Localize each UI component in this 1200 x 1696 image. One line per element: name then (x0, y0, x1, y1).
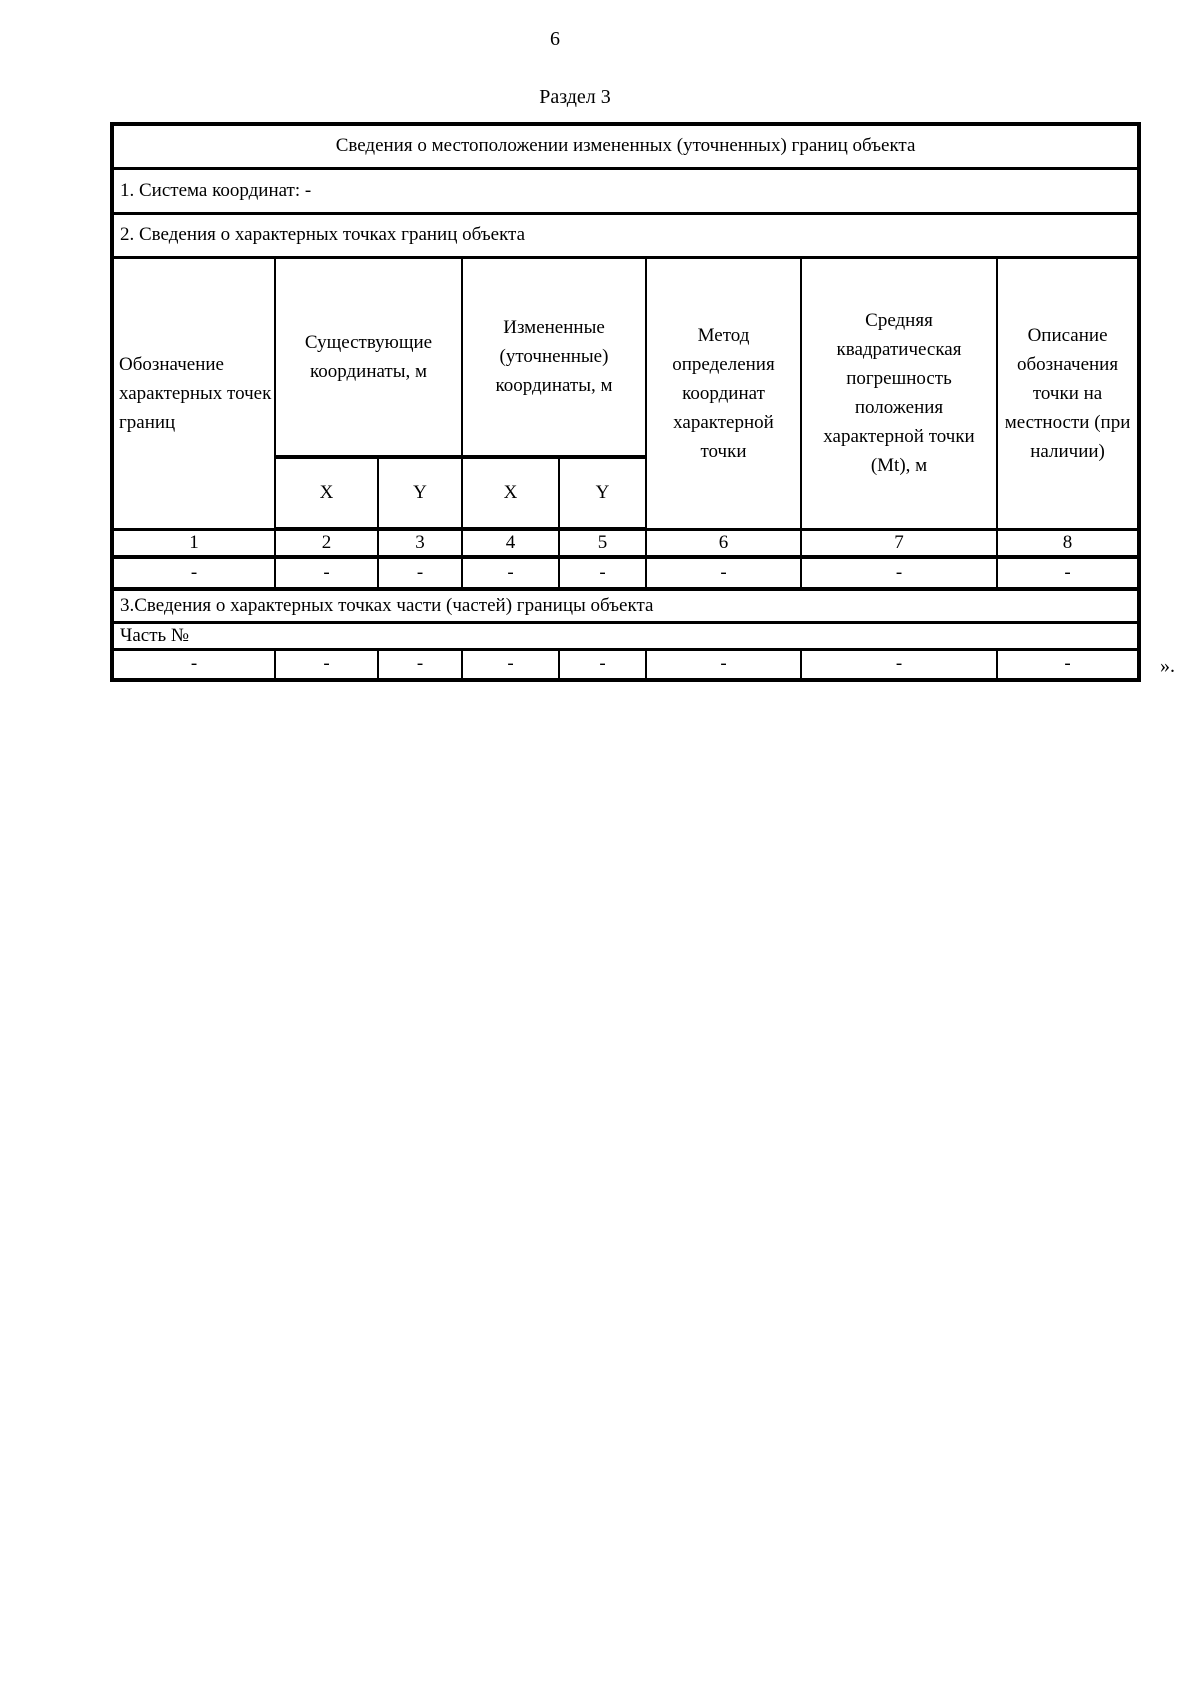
subheader-existing-y: Y (378, 457, 462, 529)
header-determination-method: Метод определения координат характерной точки (646, 257, 801, 529)
section-title: Раздел 3 (539, 86, 611, 108)
column-number-5: 5 (559, 529, 646, 557)
header-mean-square-error: Средняя квадратическая погрешность положения характерной точки (Mt), м (801, 257, 997, 529)
coordinate-system-row: 1. Система координат: - (112, 168, 1139, 213)
column-number-3: 3 (378, 529, 462, 557)
empty-cell: - (378, 557, 462, 589)
empty-cell: - (559, 557, 646, 589)
empty-cell: - (801, 557, 997, 589)
empty-cell: - (112, 557, 275, 589)
part-number-row: Часть № (112, 622, 1139, 649)
table-title-cell: Сведения о местоположении измененных (уточненных) границ объекта (112, 124, 1139, 168)
empty-cell: - (646, 649, 801, 680)
header-point-description: Описание обозначения точки на местности (при наличии) (997, 257, 1139, 529)
empty-cell: - (462, 557, 559, 589)
column-number-7: 7 (801, 529, 997, 557)
empty-cell: - (275, 649, 378, 680)
subheader-changed-x: X (462, 457, 559, 529)
part-info-row: 3.Сведения о характерных точках части (частей) границы объекта (112, 589, 1139, 622)
empty-cell: - (646, 557, 801, 589)
empty-cell: - (997, 649, 1139, 680)
closing-quote-mark: ». (1160, 655, 1175, 677)
page-number: 6 (550, 28, 560, 50)
header-point-designation: Обозначение характерных точек границ (112, 257, 275, 529)
column-number-8: 8 (997, 529, 1139, 557)
subheader-changed-y: Y (559, 457, 646, 529)
column-number-2: 2 (275, 529, 378, 557)
boundary-points-table (110, 122, 1141, 682)
points-info-row: 2. Сведения о характерных точках границ объекта (112, 213, 1139, 257)
empty-cell: - (462, 649, 559, 680)
empty-cell: - (559, 649, 646, 680)
header-changed-coordinates: Измененные (уточненные) координаты, м (462, 257, 646, 457)
empty-cell: - (997, 557, 1139, 589)
table-wrapper (110, 122, 1175, 682)
subheader-existing-x: X (275, 457, 378, 529)
empty-cell: - (112, 649, 275, 680)
empty-cell: - (275, 557, 378, 589)
column-number-6: 6 (646, 529, 801, 557)
empty-cell: - (378, 649, 462, 680)
column-number-4: 4 (462, 529, 559, 557)
empty-cell: - (801, 649, 997, 680)
column-number-1: 1 (112, 529, 275, 557)
header-existing-coordinates: Существующие координаты, м (275, 257, 462, 457)
